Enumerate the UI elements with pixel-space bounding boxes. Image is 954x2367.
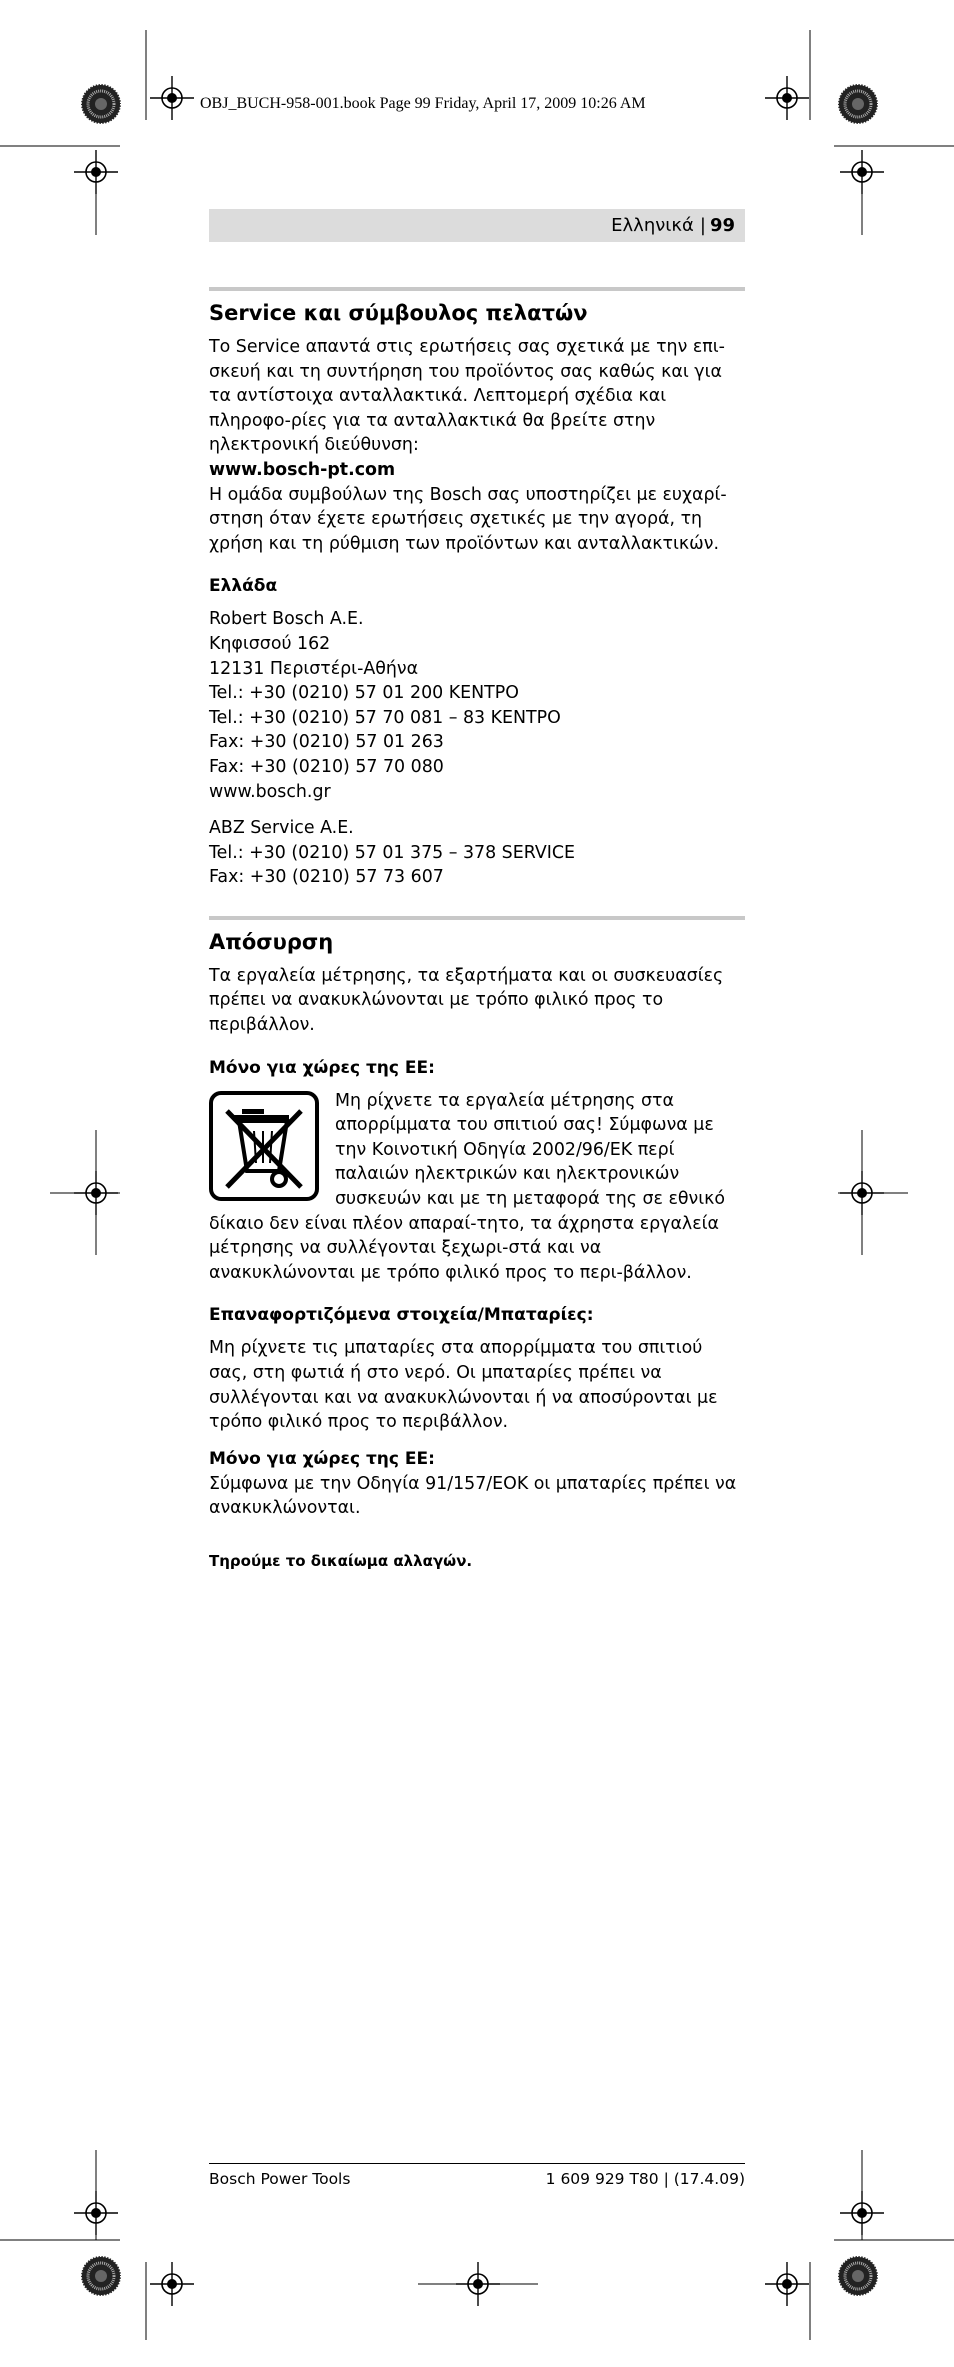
weee-text: Μη ρίχνετε τα εργαλεία μέτρησης στα απορρίμματα του σπιτιού σας! Σύμφωνα με την Κοινοτική Οδηγία 2002/96/ΕΚ περί παλαιών ηλεκτρικών και ηλεκτρονικών συσκευών και με τη μεταφορά της σε εθνικό δίκαιο δεν είναι πλέον απαραί-τητο, τα άχρηστα εργαλεία μέτρησης να συλλέγονται ξεχωρι-στά και να ανακυκλώνονται με τρόπο φιλικό προς το περι-βάλλον. [209, 1090, 726, 1283]
rights-note: Τηρούμε το δικαίωμα αλλαγών. [209, 1551, 473, 1570]
service-paragraph-1: Το Service απαντά στις ερωτήσεις σας σχετικά με την επι-σκευή και τη συντήρηση του προϊόντος σας καθώς και για τα αντίστοιχα ανταλλακτικά. Λεπτομερή σχέδια και πληροφο-ρίες για τα ανταλλακτικά θα βρείτε στην ηλεκτρονική διεύθυνση: [209, 337, 725, 456]
disposal-title: Απόσυρση [209, 929, 334, 954]
service-url: www.bosch-pt.com [209, 459, 396, 480]
batteries-text: Μη ρίχνετε τις μπαταρίες στα απορρίμματα του σπιτιού σας, στη φωτιά ή στο νερό. Οι μπαταρίες πρέπει να συλλέγονται και να ανακυκλώνονται ή να αποσύρονται με τρόπο φιλικό προς το περιβάλλον. [209, 1338, 718, 1433]
greece-title: Ελλάδα [209, 576, 278, 597]
color-registration-wheel-icon [838, 84, 878, 124]
section-rule [209, 287, 745, 291]
section-rule [209, 916, 745, 920]
page-footer [209, 2163, 745, 2188]
disposal-paragraph: Τα εργαλεία μέτρησης, τα εξαρτήματα και οι συσκευασίες πρέπει να ανακυκλώνονται με τρόπο φιλικό προς το περιβάλλον. [209, 965, 724, 1036]
address-line: Tel.: +30 (0210) 57 70 081 – 83 ΚΕΝΤΡΟ [209, 707, 561, 728]
service-paragraph-2: Η ομάδα συμβούλων της Bosch σας υποστηρίζει με ευχαρί-στηση όταν έχετε ερωτήσεις σχετικές με την αγορά, τη χρήση και τη ρύθμιση των προϊόντων και ανταλλακτικών. [209, 484, 727, 554]
language-page-bar [209, 209, 745, 242]
color-registration-wheel-icon [81, 2256, 121, 2296]
footer-left: Bosch Power Tools [209, 2170, 351, 2188]
greece-section [209, 574, 745, 890]
language-label: Ελληνικά [611, 215, 694, 236]
address-line: 12131 Περιστέρι-Αθήνα [209, 658, 419, 679]
address-line: Fax: +30 (0210) 57 70 080 [209, 756, 444, 777]
weee-block [209, 1089, 745, 1286]
address-line: Tel.: +30 (0210) 57 01 375 – 378 SERVICE [209, 842, 575, 863]
footer-right: 1 609 929 T80 | (17.4.09) [545, 2170, 745, 2188]
registration-mark-icon [150, 2262, 194, 2306]
registration-mark-icon [150, 76, 194, 120]
color-registration-wheel-icon [81, 84, 121, 124]
separator: | [699, 215, 706, 236]
address-line: Κηφισσού 162 [209, 633, 331, 654]
address-line: Robert Bosch A.E. [209, 609, 364, 630]
print-header: OBJ_BUCH-958-001.book Page 99 Friday, April 17, 2009 10:26 AM [200, 95, 646, 112]
address-line: ABZ Service A.E. [209, 818, 354, 839]
batteries-eu-title: Μόνο για χώρες της ΕΕ: [209, 1448, 435, 1469]
address-line: Tel.: +30 (0210) 57 01 200 ΚΕΝΤΡΟ [209, 683, 519, 704]
service-title: Service και σύμβουλος πελατών [209, 301, 588, 325]
batteries-eu-text: Σύμφωνα με την Οδηγία 91/157/ΕΟΚ οι μπαταρίες πρέπει να ανακυκλώνονται. [209, 1473, 737, 1519]
service-section [209, 287, 745, 556]
address-line: Fax: +30 (0210) 57 01 263 [209, 732, 444, 753]
page-number: 99 [709, 215, 735, 236]
color-registration-wheel-icon [838, 2256, 878, 2296]
address-line: www.bosch.gr [209, 781, 331, 802]
page-content [209, 287, 745, 1574]
batteries-title: Επαναφορτιζόμενα στοιχεία/Μπαταρίες: [209, 1305, 594, 1326]
registration-mark-icon [765, 76, 809, 120]
registration-mark-icon [765, 2262, 809, 2306]
address-line: Fax: +30 (0210) 57 73 607 [209, 867, 444, 888]
eu-only-title: Μόνο για χώρες της ΕΕ: [209, 1057, 435, 1078]
disposal-section [209, 916, 745, 1521]
crossed-out-wheelie-bin-icon [209, 1091, 319, 1201]
